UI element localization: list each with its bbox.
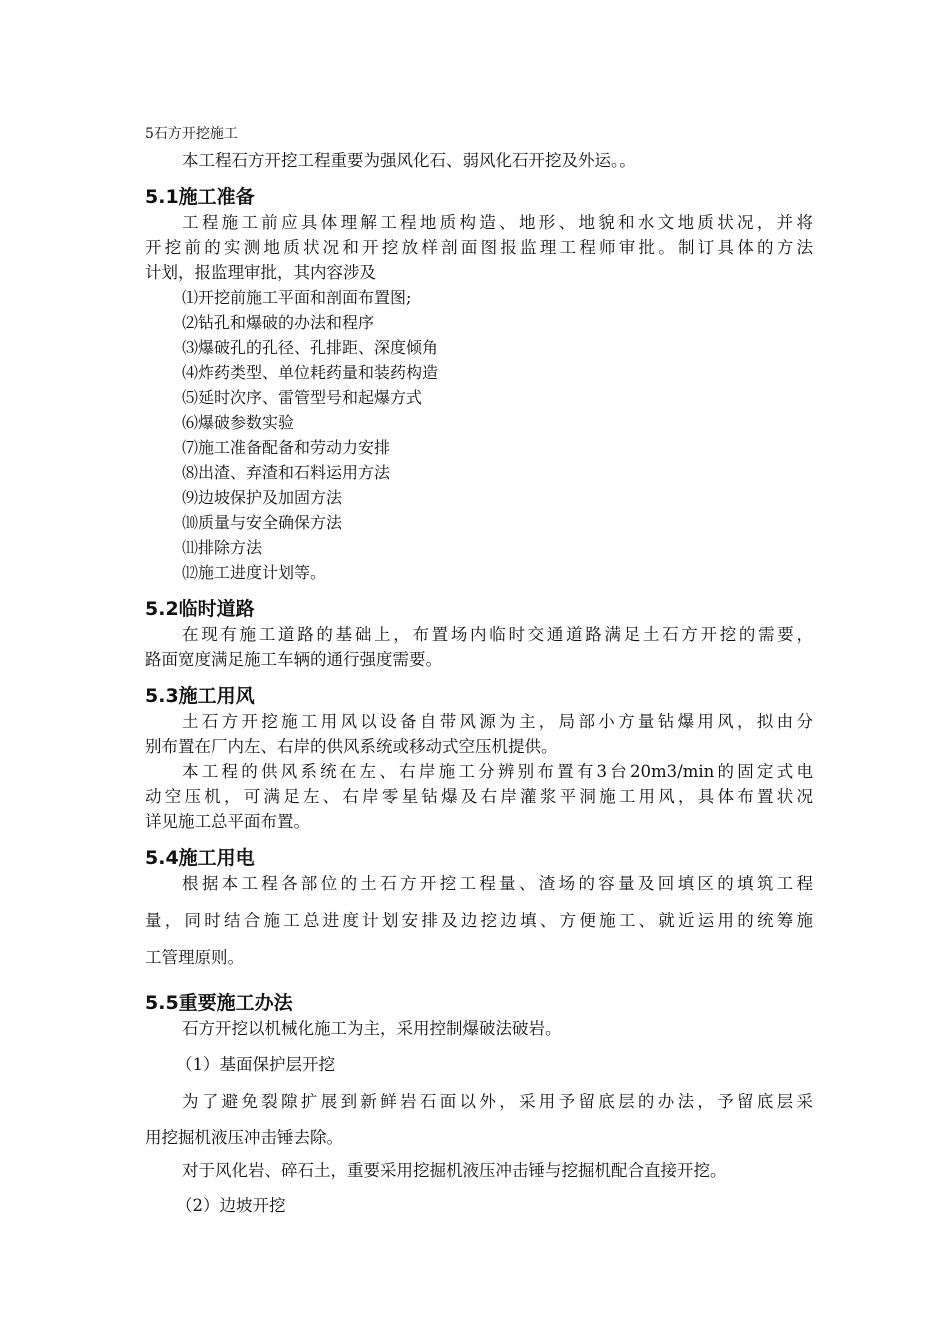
paragraph-line: 量，同时结合施工总进度计划安排及边挖边填、方便施工、就近运用的统筹施	[145, 911, 813, 930]
paragraph-line: 计划，报监理审批，其内容涉及	[145, 263, 376, 282]
list-item: ⑻出渣、弃渣和石料运用方法	[182, 463, 391, 482]
paragraph-line: 根据本工程各部位的土石方开挖工程量、渣场的容量及回填区的填筑工程	[182, 874, 813, 893]
list-item: ⑵钻孔和爆破的办法和程序	[182, 313, 375, 332]
doc-title: 5石方开挖施工	[145, 126, 238, 142]
list-item: ⑶爆破孔的孔径、孔排距、深度倾角	[182, 338, 439, 357]
subheading: （2）边坡开挖	[176, 1196, 286, 1215]
paragraph-line: 为了避免裂隙扩展到新鲜岩石面以外，采用予留底层的办法，予留底层采	[182, 1092, 813, 1111]
paragraph-line: 工管理原则。	[145, 948, 244, 967]
paragraph-line: 动空压机，可满足左、右岸零星钻爆及右岸灌浆平洞施工用风，具体布置状况	[145, 787, 813, 806]
section-heading-5-3: 5.3施工用风	[145, 685, 255, 707]
list-item: ⑼边坡保护及加固方法	[182, 488, 343, 507]
subheading: （1）基面保护层开挖	[176, 1055, 335, 1074]
paragraph-line: 开挖前的实测地质状况和开挖放样剖面图报监理工程师审批。制订具体的方法	[145, 238, 813, 257]
section-heading-5-5: 5.5重要施工办法	[145, 992, 293, 1014]
section-heading-5-2: 5.2临时道路	[145, 598, 255, 620]
list-item: ⑷炸药类型、单位耗药量和装药构造	[182, 363, 439, 382]
paragraph-line: 路面宽度满足施工车辆的通行强度需要。	[145, 650, 442, 669]
paragraph-line: 石方开挖以机械化施工为主，采用控制爆破法破岩。	[182, 1019, 562, 1038]
paragraph-line: 别布置在厂内左、右岸的供风系统或移动式空压机提供。	[145, 737, 558, 756]
list-item: ⑾排除方法	[182, 538, 263, 557]
paragraph-line: 工程施工前应具体理解工程地质构造、地形、地貌和水文地质状况，并将	[182, 213, 813, 232]
list-item: ⑺施工准备配备和劳动力安排	[182, 438, 391, 457]
section-heading-5-1: 5.1施工准备	[145, 186, 255, 208]
paragraph-line: 详见施工总平面布置。	[145, 812, 310, 831]
paragraph-line: 土石方开挖施工用风以设备自带风源为主，局部小方量钻爆用风，拟由分	[182, 712, 813, 731]
paragraph-line: 用挖掘机液压冲击锤去除。	[145, 1128, 343, 1147]
paragraph-line: 本工程的供风系统在左、右岸施工分辨别布置有3台20m3/min的固定式电	[182, 762, 813, 781]
list-item: ⑸延时次序、雷管型号和起爆方式	[182, 388, 423, 407]
list-item: ⑹爆破参数实验	[182, 413, 295, 432]
list-item: ⑿施工进度计划等。	[182, 563, 327, 582]
paragraph-line: 在现有施工道路的基础上，布置场内临时交通道路满足土石方开挖的需要，	[182, 625, 813, 644]
list-item: ⑴开挖前施工平面和剖面布置图;	[182, 288, 412, 307]
intro-paragraph: 本工程石方开挖工程重要为强风化石、弱风化石开挖及外运。。	[182, 151, 636, 170]
section-heading-5-4: 5.4施工用电	[145, 847, 255, 869]
paragraph-line: 对于风化岩、碎石土，重要采用挖掘机液压冲击锤与挖掘机配合直接开挖。	[182, 1161, 727, 1180]
list-item: ⑽质量与安全确保方法	[182, 513, 343, 532]
